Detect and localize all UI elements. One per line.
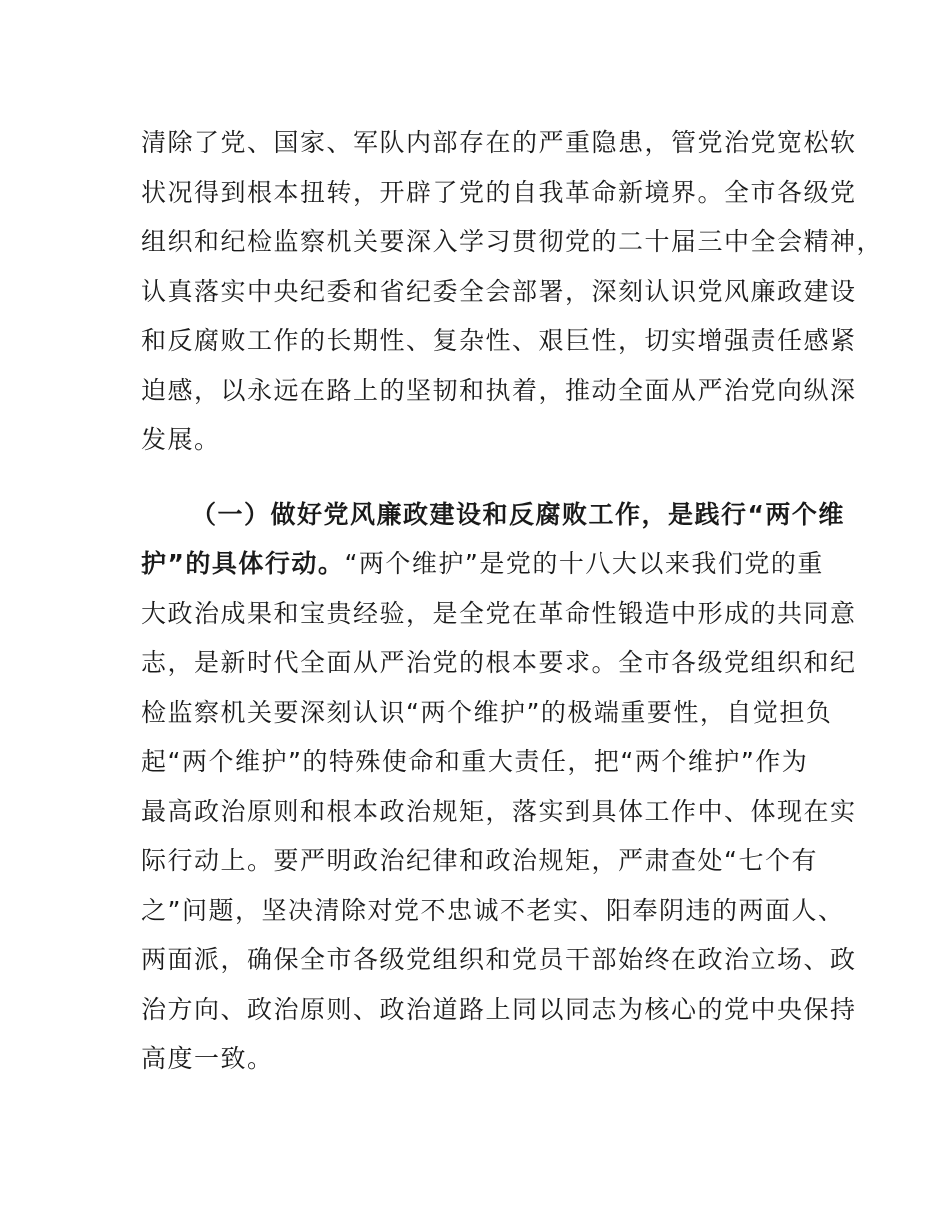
text-span: “两个维护”是党的十八大以来我们党的重 bbox=[344, 549, 824, 578]
section-heading-line: （一）做好党风廉政建设和反腐败工作，是践行“两个维 bbox=[191, 499, 845, 529]
text-line: 认真落实中央纪委和省纪委全会部署，深刻认识党风廉政建设 bbox=[141, 276, 857, 306]
text-line: 检监察机关要深刻认识“两个维护”的极端重要性，自觉担负 bbox=[141, 697, 833, 727]
paragraph-section-one bbox=[141, 490, 857, 1084]
text-line: 志，是新时代全面从严治党的根本要求。全市各级党组织和纪 bbox=[141, 648, 857, 677]
text-line bbox=[141, 539, 831, 589]
text-line: 治方向、政治原则、政治道路上同以同志为核心的党中央保持 bbox=[141, 994, 857, 1024]
text-line: 际行动上。要严明政治纪律和政治规矩，严肃查处“七个有 bbox=[141, 846, 818, 875]
paragraph-gap bbox=[141, 465, 831, 490]
text-line: 清除了党、国家、军队内部存在的严重隐患，管党治党宽松软 bbox=[141, 128, 857, 157]
text-line: 和反腐败工作的长期性、复杂性、艰巨性，切实增强责任感紧 bbox=[141, 326, 857, 355]
text-line: 两面派，确保全市各级党组织和党员干部始终在政治立场、政 bbox=[141, 945, 857, 974]
text-line: 迫感，以永远在路上的坚韧和执着，推动全面从严治党向纵深 bbox=[141, 375, 857, 405]
text-line: 起“两个维护”的特殊使命和重大责任，把“两个维护”作为 bbox=[141, 747, 809, 776]
document-body bbox=[141, 118, 884, 1084]
paragraph-continuation bbox=[141, 118, 884, 465]
text-line: 状况得到根本扭转，开辟了党的自我革命新境界。全市各级党 bbox=[141, 177, 857, 207]
text-line: 之”问题，坚决清除对党不忠诚不老实、阳奉阴违的两面人、 bbox=[141, 895, 845, 925]
text-line: 大政治成果和宝贵经验，是全党在革命性锻造中形成的共同意 bbox=[141, 598, 857, 628]
text-line: 高度一致。 bbox=[141, 1044, 274, 1073]
section-heading-end: 护”的具体行动。 bbox=[141, 549, 345, 578]
text-line: 发展。 bbox=[141, 425, 221, 454]
text-line: 最高政治原则和根本政治规矩，落实到具体工作中、体现在实 bbox=[141, 796, 857, 826]
text-line: 组织和纪检监察机关要深入学习贯彻党的二十届三中全会精神， bbox=[141, 227, 884, 256]
